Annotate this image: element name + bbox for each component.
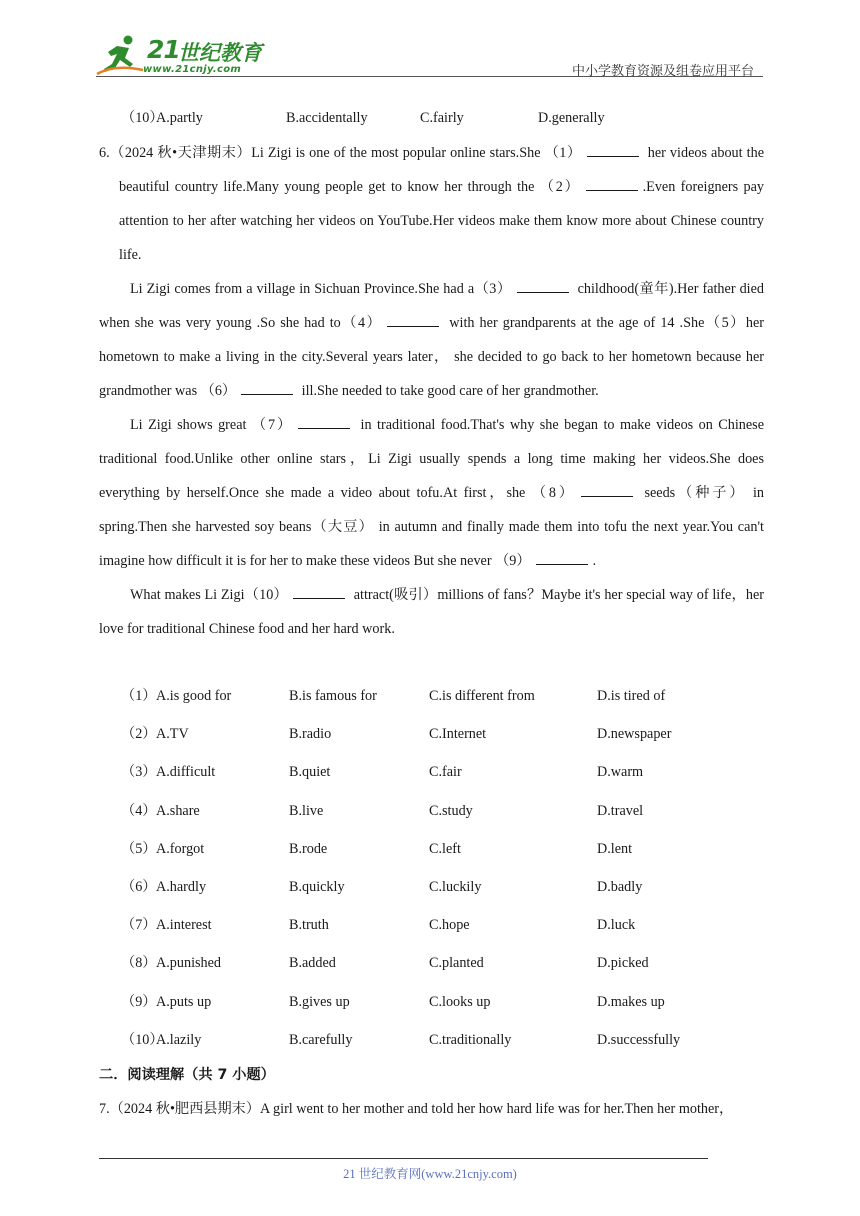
q6-text-part: Li Zigi comes from a village in Sichuan Province.She had a（3） <box>130 281 512 297</box>
passage-paragraph-3 <box>99 408 764 578</box>
option-a: A.puts up <box>156 993 212 1010</box>
site-logo <box>95 34 270 78</box>
option-b: B.quiet <box>289 764 331 781</box>
option-number: （6） <box>121 878 157 895</box>
blank-9 <box>536 550 588 565</box>
q6-text-part: with her grandparents at the age of 14 .She（5）her hometown to make a living in the city.Several years later， she decided to go back to her hometown because her grandmother was （6） <box>99 315 764 399</box>
options-row <box>99 722 764 760</box>
q6-text-part: .Even foreigners pay attention to her after watching her videos on YouTube.Her videos make them know more about Chinese country life. <box>119 179 764 263</box>
option-d: D.generally <box>538 110 605 126</box>
option-number: （4） <box>121 802 157 819</box>
option-c: C.study <box>429 802 473 819</box>
option-c: C.planted <box>429 955 484 972</box>
option-d: D.warm <box>597 764 644 781</box>
option-number: （2） <box>121 726 157 743</box>
logo-url: www.21cnjy.com <box>143 64 242 75</box>
option-d: D.successfully <box>597 1031 681 1048</box>
option-b: B.rode <box>289 840 328 857</box>
option-a: A.partly <box>156 110 203 126</box>
option-number: （3） <box>121 764 157 781</box>
option-d: D.badly <box>597 878 643 895</box>
q6-text-part: ill.She needed to take good care of her grandmother. <box>298 383 599 399</box>
answer-options-table <box>99 684 764 1066</box>
options-row <box>99 837 764 875</box>
options-row <box>99 799 764 837</box>
main-content <box>99 104 764 646</box>
option-d: D.travel <box>597 802 644 819</box>
header-divider <box>96 76 763 77</box>
q6-text-part: . <box>592 553 597 569</box>
option-b: B.quickly <box>289 878 345 895</box>
option-a: A.hardly <box>156 878 207 895</box>
option-number: （8） <box>121 955 157 972</box>
options-row <box>99 684 764 722</box>
prev-question-options-row <box>99 104 764 132</box>
q6-text-part: her videos about the beautiful country life.Many young people get to know her through the （2） <box>119 145 764 195</box>
option-a: A.is good for <box>156 688 232 704</box>
option-b: B.radio <box>289 726 332 743</box>
option-d: D.is tired of <box>597 688 666 704</box>
option-number: （7） <box>121 917 157 934</box>
blank-7 <box>298 414 350 429</box>
option-b: B.truth <box>289 917 329 934</box>
blank-3 <box>517 278 569 293</box>
option-number: （1） <box>121 688 157 704</box>
blank-6 <box>241 380 293 395</box>
option-a: A.interest <box>156 917 212 934</box>
option-a: A.TV <box>156 726 189 743</box>
option-b: B.live <box>289 802 324 819</box>
platform-text: 中小学教育资源及组卷应用平台 <box>571 64 754 79</box>
option-c: C.traditionally <box>429 1031 512 1048</box>
question-6-intro <box>99 136 764 272</box>
q6-text-part: attract(吸引）millions of fans？Maybe it's her special way of life，her love for traditional Chinese food and her hard work. <box>99 587 764 637</box>
option-c: C.hope <box>429 917 470 934</box>
option-a: A.share <box>156 802 200 819</box>
footer-divider <box>99 1158 708 1159</box>
option-d: D.makes up <box>597 993 665 1010</box>
option-number: （5） <box>121 840 157 857</box>
option-c: C.fairly <box>420 110 464 126</box>
q6-text-part: childhood(童年).Her father died when she was very young .So she had to（4） <box>99 281 765 331</box>
option-b: B.gives up <box>289 993 350 1010</box>
page-header <box>0 0 860 80</box>
option-b: B.carefully <box>289 1031 353 1048</box>
options-row <box>99 1028 764 1066</box>
passage-paragraph-4 <box>99 578 764 646</box>
options-row <box>99 951 764 989</box>
q6-text-part: in traditional food.That's why she began to make videos on Chinese traditional food.Unlike other online stars，Li Zigi usually spends a long time making her videos.She does everything by herself.Once she made a video about tofu.At first，she （8） <box>99 417 764 501</box>
option-c: C.luckily <box>429 878 482 895</box>
option-a: A.punished <box>156 955 222 972</box>
blank-2 <box>586 176 638 191</box>
option-a: A.forgot <box>156 840 205 857</box>
option-c: C.is different from <box>429 688 535 704</box>
option-a: A.lazily <box>156 1031 202 1048</box>
passage-paragraph-2 <box>99 272 764 408</box>
option-number: （9） <box>121 993 157 1010</box>
options-row <box>99 760 764 798</box>
option-c: C.fair <box>429 764 462 781</box>
blank-10 <box>293 584 345 599</box>
running-man-logo-icon <box>95 34 145 78</box>
option-d: D.lent <box>597 840 633 857</box>
option-b: B.accidentally <box>286 110 368 126</box>
option-c: C.Internet <box>429 726 487 743</box>
options-row <box>99 875 764 913</box>
option-c: C.left <box>429 840 461 857</box>
option-b: B.is famous for <box>289 688 377 704</box>
q6-text-part: What makes Li Zigi（10） <box>130 587 288 603</box>
section-title: 二．阅读理解（共 7 小题） <box>99 1067 275 1083</box>
question-7-intro: 7.（2024 秋•肥西县期末）A girl went to her mother and told her how hard life was for her.Then her mother， <box>99 1101 734 1117</box>
blank-8 <box>581 482 633 497</box>
options-row <box>99 990 764 1028</box>
blank-4 <box>387 312 439 327</box>
option-a: A.difficult <box>156 764 216 781</box>
blank-1 <box>587 142 639 157</box>
q6-text-part: Li Zigi shows great （7） <box>130 417 294 433</box>
logo-number: 21 <box>147 35 180 64</box>
option-b: B.added <box>289 955 336 972</box>
option-d: D.picked <box>597 955 649 972</box>
option-c: C.looks up <box>429 993 491 1010</box>
option-d: D.newspaper <box>597 726 672 743</box>
option-number: （10） <box>121 110 164 126</box>
q6-text-part: seeds（种子） in spring.Then she harvested soy beans（大豆） in autumn and finally made them into tofu the next year.You can't imagine how difficult it is for her to make these videos But she never （9） <box>99 485 764 569</box>
options-row <box>99 913 764 951</box>
option-d: D.luck <box>597 917 636 934</box>
q6-text-part: 6.（2024 秋•天津期末）Li Zigi is one of the most popular online stars.She （1） <box>99 145 582 161</box>
option-number: （10） <box>121 1031 164 1048</box>
page-footer: 21 世纪教育网(www.21cnjy.com) <box>343 1167 517 1181</box>
logo-chinese-name: 世纪教育 <box>178 41 262 65</box>
